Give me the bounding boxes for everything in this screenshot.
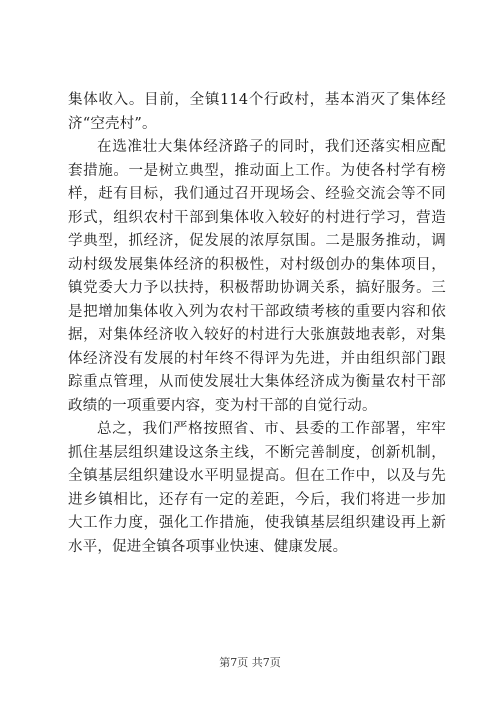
paragraph-2: 在选准壮大集体经济路子的同时，我们还落实相应配套措施。一是树立典型，推动面上工作。为使各村学有榜样，赶有目标，我们通过召开现场会、经验交流会等不同形式，组织农村干部到集体收入较好的村进行学习，营造学典型，抓经济，促发展的浓厚氛围。二是服务推动，调动村级发展集体经济的积极性，对村级创办的集体项目，镇党委大力予以扶持，积极帮助协调关系，搞好服务。三是把增加集体收入列为农村干部政绩考核的重要内容和依据，对集体经济收入较好的村进行大张旗鼓地表彰，对集体经济没有发展的村年终不得评为先进，并由组织部门跟踪重点管理，从而使发展壮大集体经济成为衡量农村干部政绩的一项重要内容，变为村干部的自觉行动。 <box>68 139 446 414</box>
paragraph-3: 总之，我们严格按照省、市、县委的工作部署，牢牢抓住基层组织建设这条主线，不断完善制度，创新机制，全镇基层组织建设水平明显提高。但在工作中，以及与先进乡镇相比，还存有一定的差距，今后，我们将进一步加大工作力度，强化工作措施，使我镇基层组织建设再上新水平，促进全镇各项事业快速、健康发展。 <box>68 421 446 555</box>
document-body <box>68 89 446 559</box>
page-number: 第7页 共7页 <box>219 656 281 669</box>
page-footer <box>0 654 500 670</box>
paragraph-1: 集体收入。目前，全镇114个行政村，基本消灭了集体经济“空壳村”。 <box>68 92 446 132</box>
